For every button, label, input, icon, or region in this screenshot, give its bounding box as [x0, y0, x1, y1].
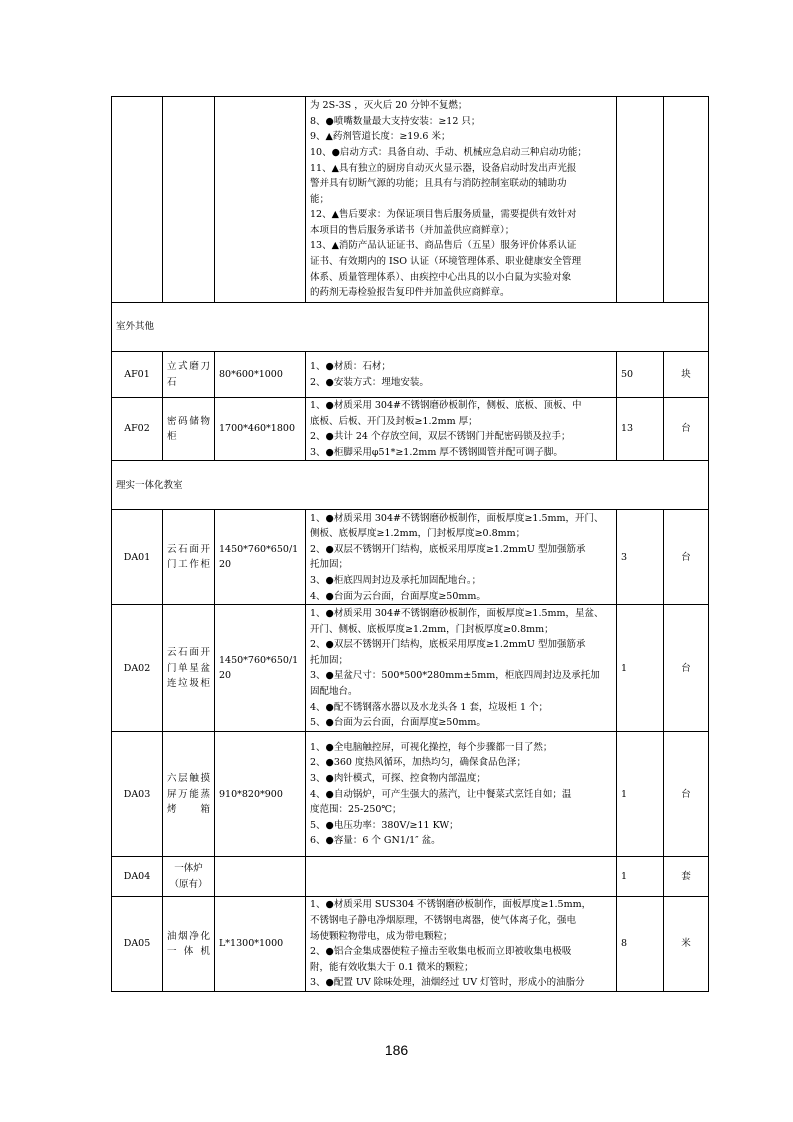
- table-row-continued: [112, 97, 709, 303]
- item-size: 1450*760*650/120: [215, 510, 306, 605]
- item-description: [306, 857, 617, 897]
- table-row: [112, 510, 709, 605]
- item-description: [306, 510, 617, 605]
- spec-line: 2、●双层不锈钢开门结构，底板采用厚度≥1.2mmU 型加强筋承: [310, 639, 586, 651]
- item-description: [306, 897, 617, 992]
- spec-line: 9、▲药剂管道长度：≥19.6 米；: [310, 131, 451, 143]
- item-code: DA02: [112, 605, 163, 732]
- spec-line: 8、●喷嘴数量最大支持安装：≥12 只；: [310, 115, 481, 127]
- spec-line: 底板、后板、开门及封板≥1.2mm 厚；: [310, 415, 478, 427]
- item-name: 油烟净化一体机: [163, 897, 215, 992]
- unit-cell: [664, 97, 709, 303]
- item-name: 一体炉（原有）: [163, 857, 215, 897]
- spec-line: 场使颗粒物带电，成为带电颗粒；: [310, 930, 453, 942]
- item-description: [306, 605, 617, 732]
- item-size: [215, 857, 306, 897]
- spec-line: 1、●材质：石材；: [310, 360, 391, 372]
- spec-line: 1、●材质采用 304#不锈钢磨砂板制作，面板厚度≥1.5mm，开门、: [310, 512, 604, 524]
- table-row: [112, 605, 709, 732]
- item-description: [306, 352, 617, 398]
- spec-line: 3、●配置 UV 除味处理，油烟经过 UV 灯管时，形成小的油脂分: [310, 977, 585, 989]
- item-quantity: 13: [617, 398, 664, 461]
- item-code: DA01: [112, 510, 163, 605]
- spec-line: 3、●柜脚采用φ51*≥1.2mm 厚不锈钢圆管并配可调子脚。: [310, 446, 563, 458]
- item-code: AF01: [112, 352, 163, 398]
- item-unit: 台: [664, 398, 709, 461]
- item-size: 1700*460*1800: [215, 398, 306, 461]
- spec-line: 13、▲消防产品认证证书、商品售后（五星）服务评价体系认证: [310, 240, 577, 252]
- item-unit: 块: [664, 352, 709, 398]
- item-quantity: 3: [617, 510, 664, 605]
- page-number: 186: [384, 1042, 409, 1058]
- item-code: DA03: [112, 732, 163, 857]
- spec-line: 体系、质量管理体系）、由疾控中心出具的以小白鼠为实验对象: [310, 271, 572, 283]
- spec-line: 3、●肉针模式，可探、控食物内部温度；: [310, 772, 486, 784]
- spec-line: 2、●共计 24 个存放空间，双层不锈钢门并配密码锁及拉手；: [310, 431, 571, 443]
- item-code: AF02: [112, 398, 163, 461]
- spec-line: 2、●铝合金集成器使粒子撞击至收集电板而立即被收集电极吸: [310, 946, 572, 958]
- section-title: 理实一体化教室: [112, 461, 709, 510]
- table-row: [112, 897, 709, 992]
- spec-line: 3、●星盆尺寸：500*500*280mm±5mm，柜底四周封边及承托加: [310, 670, 600, 682]
- spec-line: 证书、有效期内的 ISO 认证（环境管理体系、职业健康安全管理: [310, 256, 582, 268]
- spec-line: 警并具有切断气源的功能；且具有与消防控制室联动的辅助功: [310, 178, 567, 190]
- spec-line: 2、●360 度热风循环，加热均匀，确保食品色泽；: [310, 757, 526, 769]
- spec-line: 5、●台面为云台面，台面厚度≥50mm。: [310, 717, 486, 729]
- item-unit: 台: [664, 605, 709, 732]
- section-title: 室外其他: [112, 303, 709, 352]
- item-name: 密码储物柜: [163, 398, 215, 461]
- spec-line: 1、●材质采用 304#不锈钢磨砂板制作，侧板、底板、顶板、中: [310, 400, 582, 411]
- spec-line: 1、●材质采用 SUS304 不锈钢磨砂板制作，面板厚度≥1.5mm，: [310, 899, 592, 911]
- spec-line: 托加固；: [310, 654, 349, 666]
- spec-line: 2、●安装方式：埋地安装。: [310, 376, 429, 388]
- item-unit: 台: [664, 510, 709, 605]
- spec-line: 4、●配不锈钢落水器以及水龙头各 1 套，垃圾柜 1 个；: [310, 701, 549, 713]
- spec-line: 11、▲具有独立的厨房自动灭火显示器，设备启动时发出声光报: [310, 162, 577, 174]
- table-row: [112, 398, 709, 461]
- name-cell: [163, 97, 215, 303]
- item-quantity: 8: [617, 897, 664, 992]
- item-name: 六层触摸屏万能蒸烤箱: [163, 732, 215, 857]
- item-quantity: 1: [617, 732, 664, 857]
- spec-line: 4、●自动锅炉，可产生强大的蒸汽，让中餐菜式烹饪自如；温: [310, 788, 572, 800]
- item-code: DA05: [112, 897, 163, 992]
- spec-line: 12、▲售后要求：为保证项目售后服务质量，需要提供有效针对: [310, 209, 577, 221]
- table-row: [112, 857, 709, 897]
- item-name: 云石面开门单星盆连垃圾柜: [163, 605, 215, 732]
- spec-line: 能；: [310, 193, 330, 205]
- spec-line: 6、●容量：6 个 GN1/1″ 盆。: [310, 835, 441, 847]
- equipment-spec-table: [111, 96, 709, 992]
- item-unit: 套: [664, 857, 709, 897]
- spec-table-body: [112, 97, 709, 992]
- quantity-cell: [617, 97, 664, 303]
- table-row: [112, 352, 709, 398]
- spec-line: 开门、侧板、底板厚度≥1.2mm，门封板厚度≥0.8mm；: [310, 623, 554, 635]
- item-name: 云石面开门工作柜: [163, 510, 215, 605]
- spec-line: 托加固；: [310, 559, 349, 571]
- spec-line: 1、●材质采用 304#不锈钢磨砂板制作，面板厚度≥1.5mm，星盆、: [310, 608, 604, 619]
- spec-line: 的药剂无毒检验报告复印件并加盖供应商鲜章。: [310, 287, 510, 299]
- item-quantity: 1: [617, 605, 664, 732]
- section-header-row: [112, 461, 709, 510]
- item-unit: 米: [664, 897, 709, 992]
- item-quantity: 50: [617, 352, 664, 398]
- item-size: 910*820*900: [215, 732, 306, 857]
- item-description: [306, 732, 617, 857]
- spec-line: 4、●台面为云台面，台面厚度≥50mm。: [310, 590, 486, 602]
- table-row: [112, 732, 709, 857]
- size-cell: [215, 97, 306, 303]
- spec-line: 本项目的售后服务承诺书（并加盖供应商鲜章）；: [310, 224, 515, 236]
- spec-line: 5、●电压功率：380V/≥11 KW；: [310, 819, 459, 831]
- item-code: DA04: [112, 857, 163, 897]
- description-cell: [306, 97, 617, 303]
- spec-line: 10、●启动方式：具备自动、手动、机械应急启动三种启动功能；: [310, 146, 587, 158]
- item-quantity: 1: [617, 857, 664, 897]
- item-description: [306, 398, 617, 461]
- item-name: 立式磨刀石: [163, 352, 215, 398]
- spec-line: 附，能有效收集大于 0.1 微米的颗粒；: [310, 961, 474, 973]
- item-size: L*1300*1000: [215, 897, 306, 992]
- spec-line: 侧板、底板厚度≥1.2mm，门封板厚度≥0.8mm；: [310, 528, 526, 540]
- item-unit: 台: [664, 732, 709, 857]
- spec-line: 为 2S-3S ，灭火后 20 分钟不复燃；: [310, 100, 468, 112]
- spec-line: 不锈钢电子静电净烟原理，不锈钢电离器，使气体离子化，强电: [310, 914, 577, 926]
- spec-line: 度范围：25-250℃；: [310, 804, 402, 816]
- item-size: 1450*760*650/120: [215, 605, 306, 732]
- code-cell: [112, 97, 163, 303]
- spec-line: 1、●全电脑触控屏，可视化操控，每个步骤都一目了然；: [310, 741, 553, 753]
- section-header-row: [112, 303, 709, 352]
- item-size: 80*600*1000: [215, 352, 306, 398]
- spec-line: 2、●双层不锈钢开门结构，底板采用厚度≥1.2mmU 型加强筋承: [310, 543, 586, 555]
- spec-line: 固配地台。: [310, 685, 358, 697]
- spec-line: 3、●柜底四周封边及承托加固配地台。；: [310, 574, 482, 586]
